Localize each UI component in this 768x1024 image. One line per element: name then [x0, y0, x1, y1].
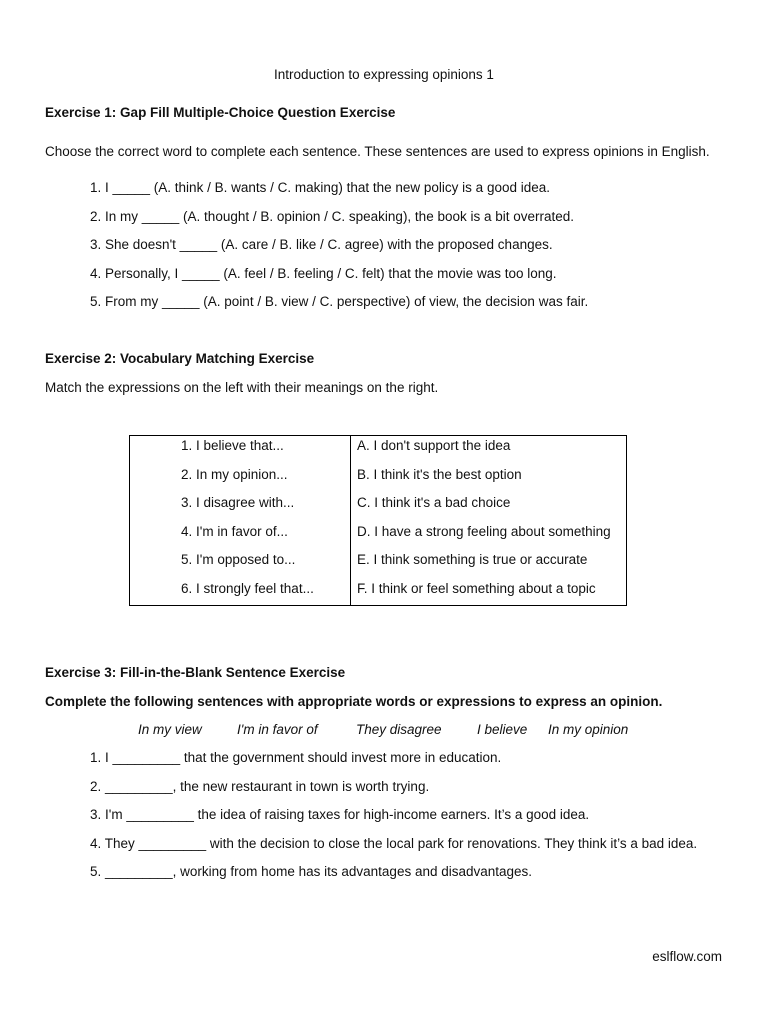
expressions-column — [181, 438, 314, 609]
exercise1-instructions: Choose the correct word to complete each sentence. These sentences are used to express opinions in English. — [45, 144, 710, 159]
exercise3-item: 1. I _________ that the government should invest more in education. — [90, 750, 502, 765]
exercise3-heading: Exercise 3: Fill-in-the-Blank Sentence Exercise — [45, 665, 346, 680]
exercise1-item: 3. She doesn't _____ (A. care / B. like / C. agree) with the proposed changes. — [90, 237, 553, 252]
exercise1-item: 4. Personally, I _____ (A. feel / B. feeling / C. felt) that the movie was too long. — [90, 265, 557, 281]
word-bank — [0, 722, 768, 742]
exercise3-list — [90, 750, 697, 893]
exercise2-heading: Exercise 2: Vocabulary Matching Exercise — [45, 351, 315, 366]
exercise3-item: 4. They _________ with the decision to close the local park for renovations. They think it’s a bad idea. — [90, 835, 698, 851]
expression-item: 2. In my opinion... — [181, 466, 288, 482]
exercise1-item: 5. From my _____ (A. point / B. view / C. perspective) of view, the decision was fair. — [90, 294, 589, 309]
meaning-item: C. I think it's a bad choice — [357, 495, 511, 510]
exercise1-list — [90, 180, 588, 323]
word-bank-item: In my opinion — [548, 722, 629, 737]
meaning-item: B. I think it's the best option — [357, 466, 522, 482]
table-divider — [350, 436, 351, 605]
exercise3-item: 3. I'm _________ the idea of raising taxes for high-income earners. It’s a good idea. — [90, 807, 590, 822]
meaning-item: F. I think or feel something about a topic — [357, 580, 596, 596]
expression-item: 4. I'm in favor of... — [181, 523, 288, 539]
exercise3-item: 2. _________, the new restaurant in town is worth trying. — [90, 778, 430, 794]
exercise2-instructions: Match the expressions on the left with their meanings on the right. — [45, 380, 439, 395]
meanings-column — [357, 438, 611, 609]
page-title: Introduction to expressing opinions 1 — [274, 67, 494, 82]
word-bank-item: I believe — [477, 722, 528, 737]
matching-table — [129, 435, 627, 606]
exercise1-heading: Exercise 1: Gap Fill Multiple-Choice Question Exercise — [45, 105, 396, 120]
exercise1-item: 1. I _____ (A. think / B. wants / C. making) that the new policy is a good idea. — [90, 180, 550, 195]
word-bank-item: I'm in favor of — [237, 722, 318, 737]
footer-site: eslflow.com — [652, 949, 722, 964]
word-bank-item: In my view — [138, 722, 202, 737]
expression-item: 6. I strongly feel that... — [181, 580, 314, 596]
expression-item: 1. I believe that... — [181, 438, 284, 453]
expression-item: 3. I disagree with... — [181, 495, 295, 510]
expression-item: 5. I'm opposed to... — [181, 552, 296, 567]
exercise3-item: 5. _________, working from home has its advantages and disadvantages. — [90, 864, 533, 879]
word-bank-item: They disagree — [356, 722, 442, 737]
meaning-item: E. I think something is true or accurate — [357, 552, 588, 567]
exercise3-instructions: Complete the following sentences with appropriate words or expressions to express an opinion. — [45, 694, 663, 709]
exercise1-item: 2. In my _____ (A. thought / B. opinion / C. speaking), the book is a bit overrated. — [90, 208, 575, 224]
meaning-item: D. I have a strong feeling about something — [357, 523, 611, 539]
meaning-item: A. I don't support the idea — [357, 438, 511, 453]
